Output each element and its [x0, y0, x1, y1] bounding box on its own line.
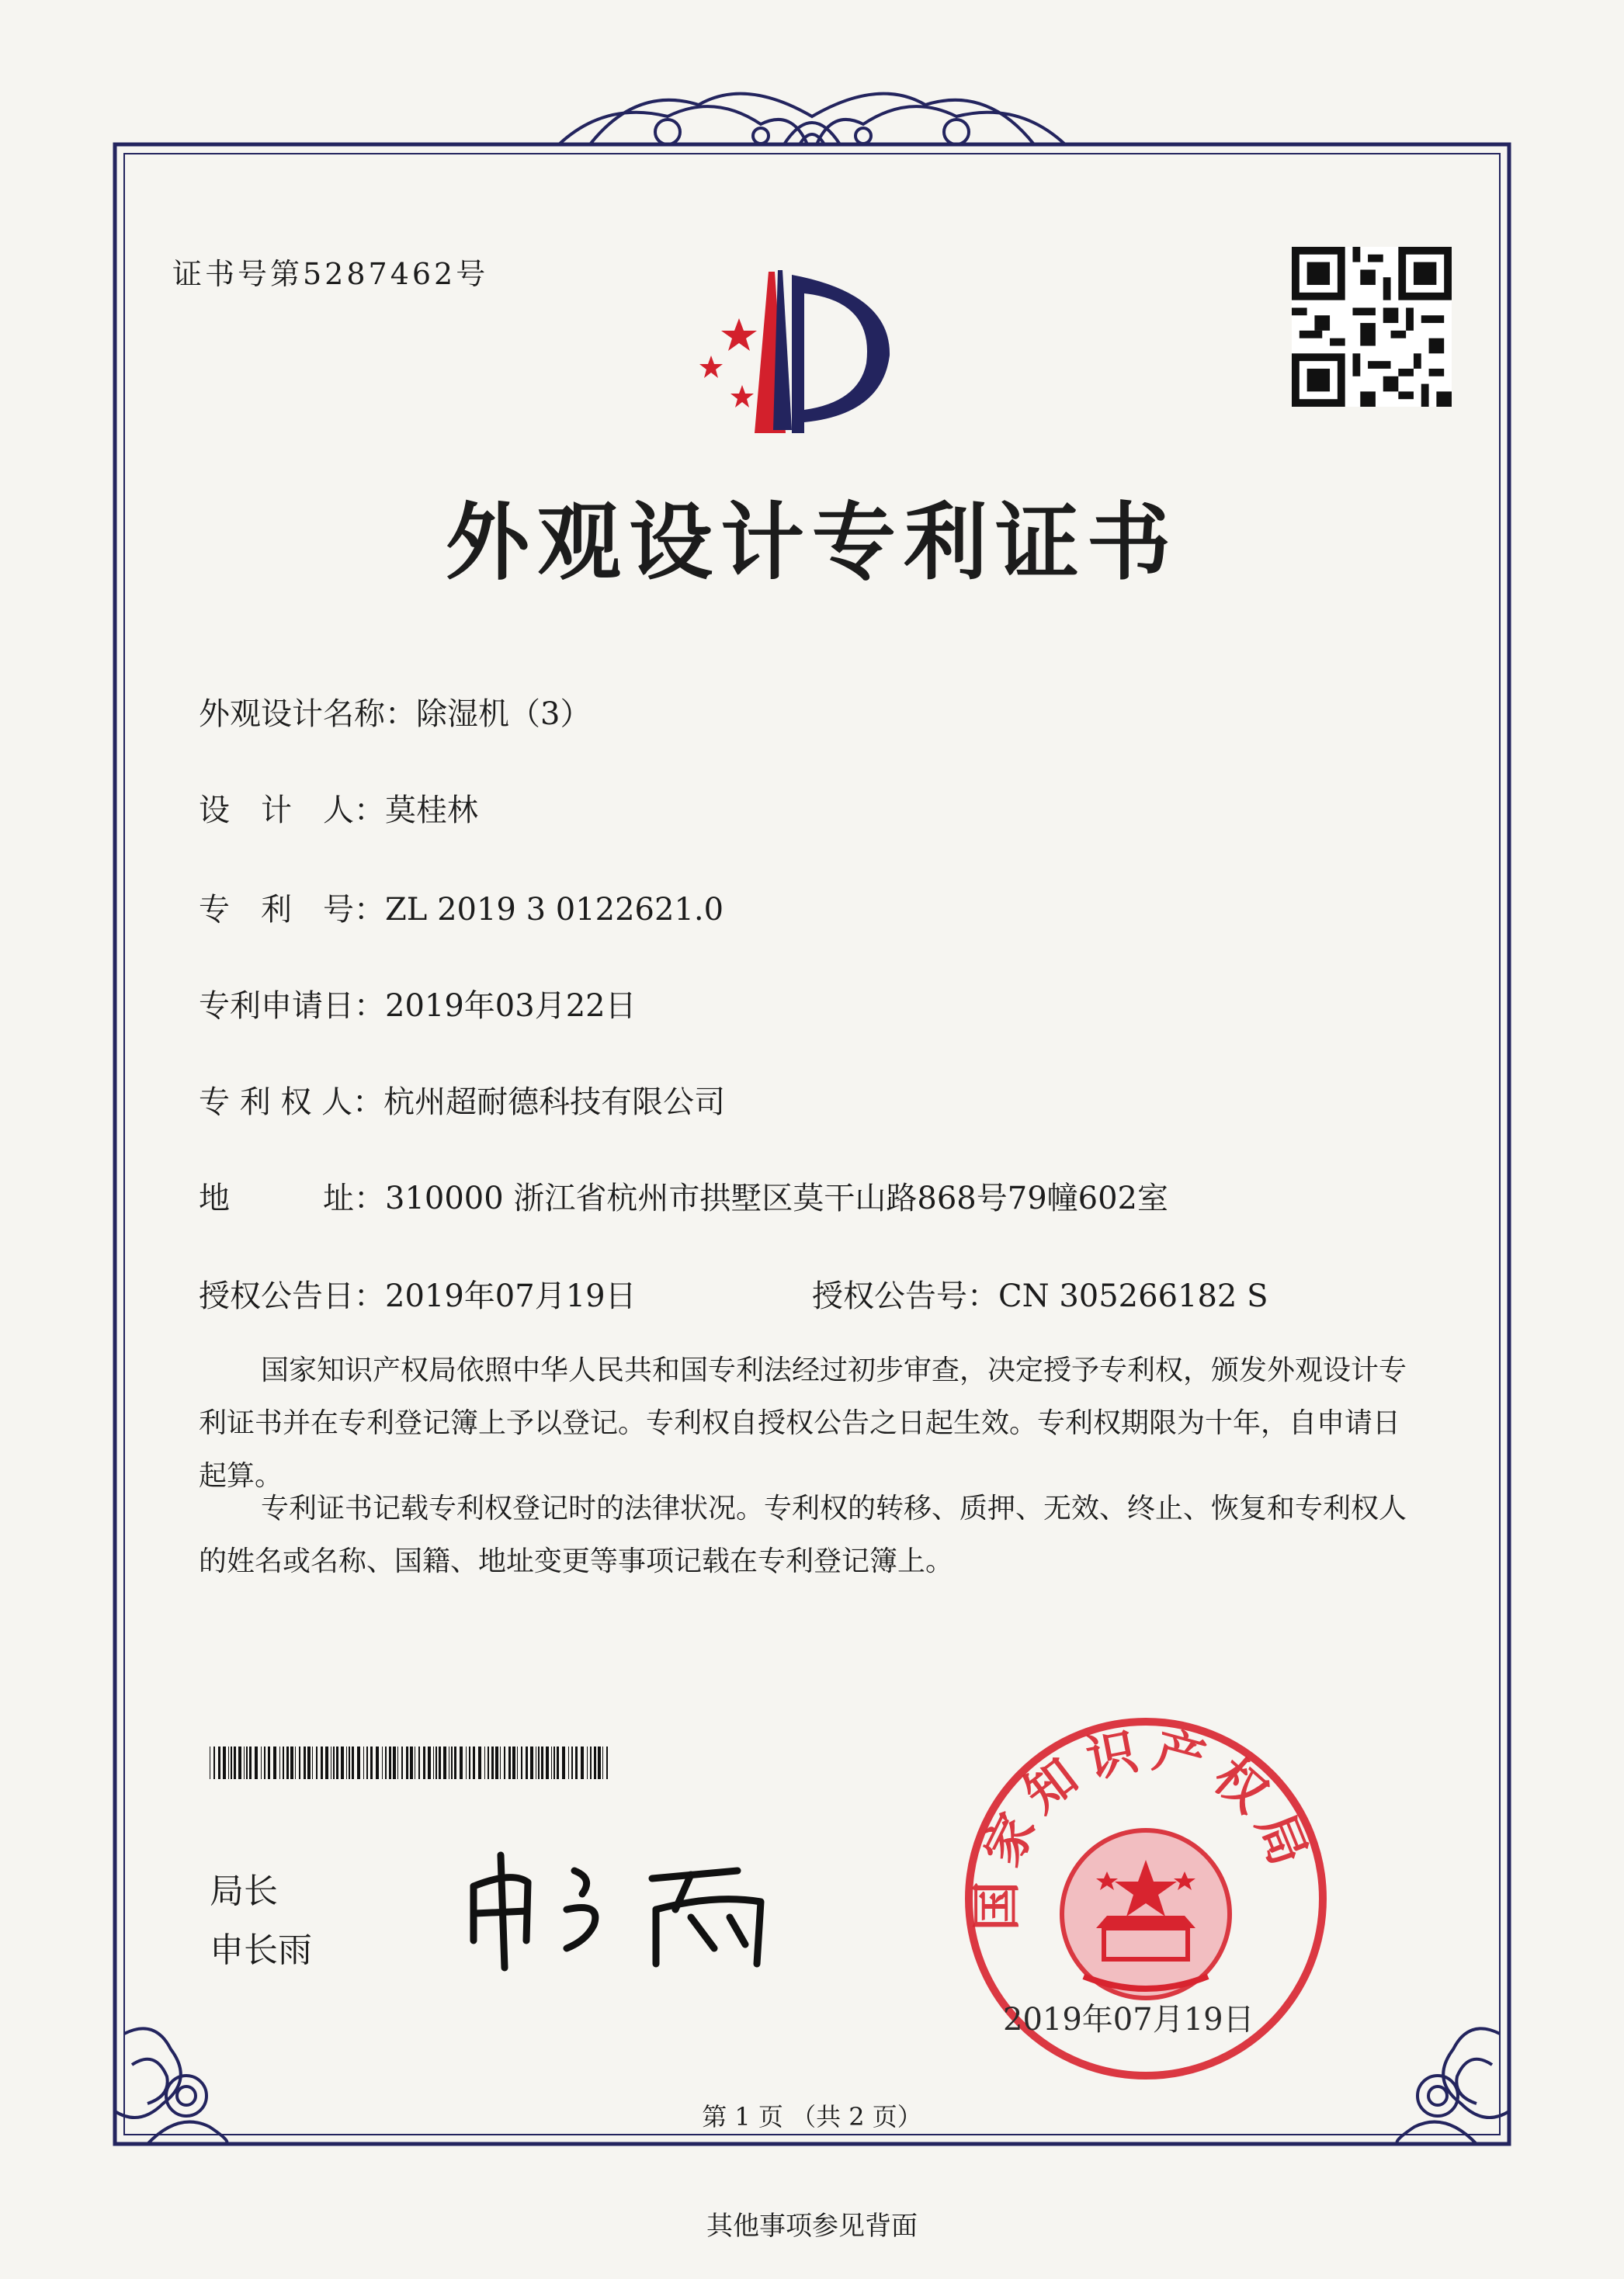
patentee-value: 杭州超耐德科技有限公司 [383, 1084, 726, 1120]
cnipa-emblem-icon [688, 247, 936, 441]
application-date-value: 2019年03月22日 [385, 988, 637, 1024]
grant-date-label: 授权公告日： [199, 1278, 385, 1314]
grant-number-label: 授权公告号： [812, 1278, 998, 1314]
application-date-label: 专利申请日： [199, 988, 385, 1024]
designer-value: 莫桂林 [385, 793, 478, 828]
patentee-label: 专 利 权 人： [199, 1084, 384, 1120]
signature-image [458, 1840, 823, 1972]
qr-code-icon [1292, 247, 1452, 407]
page-title: 外观设计专利证书 [445, 494, 1178, 591]
director-name: 申长雨 [210, 1930, 312, 1970]
grant-date-field [199, 1271, 637, 1316]
barcode-icon [210, 1747, 613, 1779]
designer-label: 设 计 人： [199, 793, 385, 828]
design-name-label: 外观设计名称： [199, 696, 416, 732]
seal-date: 2019年07月19日 [1003, 2002, 1254, 2038]
patent-number-field [199, 885, 724, 929]
footer-note: 其他事项参见背面 [706, 2211, 918, 2242]
designer-field [199, 786, 478, 830]
certificate-number: 证书号第5287462号 [172, 257, 489, 291]
address-label: 地 址： [199, 1181, 385, 1216]
patent-number-value: ZL 2019 3 0122621.0 [385, 892, 724, 928]
legal-paragraph-1: 国家知识产权局依照中华人民共和国专利法经过初步审查，决定授予专利权，颁发外观设计专利证书并在专利登记簿上予以登记。专利权自授权公告之日起生效。专利权期限为十年，自申请日起算。 [199, 1355, 1407, 1492]
grant-date-value: 2019年07月19日 [385, 1278, 637, 1314]
design-name-value: 除湿机（3） [416, 696, 592, 732]
application-date-field [199, 981, 637, 1025]
director-title: 局长 [210, 1871, 278, 1911]
svg-text:国家知识产权局: 国家知识产权局 [968, 1721, 1321, 1931]
address-field [199, 1174, 1168, 1218]
patentee-field [199, 1077, 725, 1122]
grant-number-value: CN 305266182 S [998, 1278, 1268, 1314]
legal-paragraph-2: 专利证书记载专利权登记时的法律状况。专利权的转移、质押、无效、终止、恢复和专利权人的姓名或名称、国籍、地址变更等事项记载在专利登记簿上。 [199, 1493, 1407, 1577]
design-name-field [199, 689, 591, 734]
patent-number-label: 专 利 号： [199, 892, 385, 928]
page-number: 第 1 页 （共 2 页） [702, 2102, 922, 2132]
address-value: 310000 浙江省杭州市拱墅区莫干山路868号79幢602室 [385, 1181, 1169, 1216]
grant-number-field [812, 1271, 1268, 1316]
